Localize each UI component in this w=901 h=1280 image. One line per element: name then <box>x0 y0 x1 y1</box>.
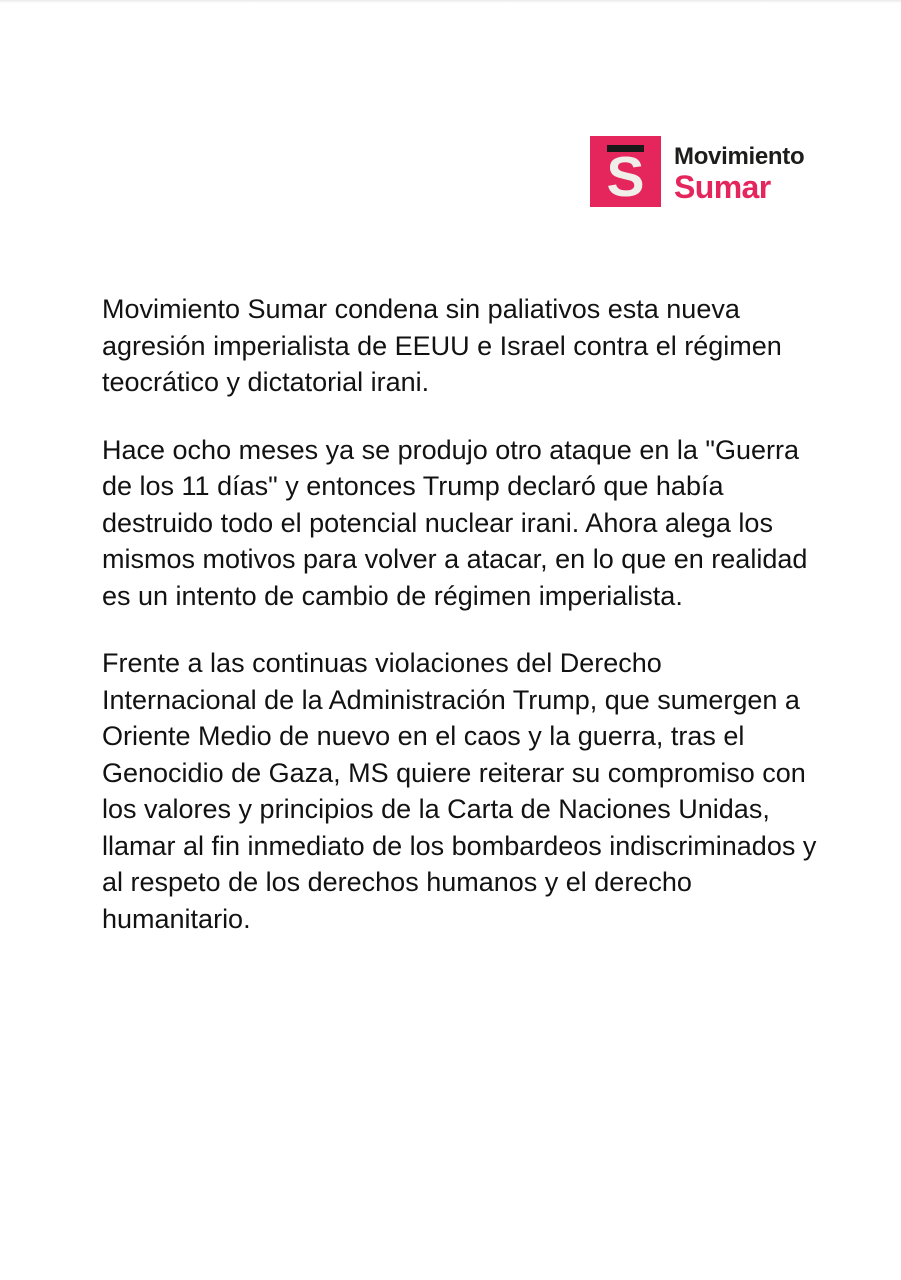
text-line: Genocidio de Gaza, MS quiere reiterar su compromiso con <box>102 757 806 788</box>
text-line: Movimiento Sumar condena sin paliativos esta nueva <box>102 294 740 324</box>
text-line: destruido todo el potencial nuclear irani. Ahora alega los <box>102 507 773 538</box>
paragraph-1 <box>102 291 842 401</box>
text-line: teocrático y dictatorial irani. <box>102 367 430 397</box>
logo-square-mark <box>590 136 661 207</box>
text-line: Frente a las continuas violaciones del Derecho <box>102 648 662 678</box>
document-body <box>102 291 842 968</box>
paragraph-3 <box>102 645 842 937</box>
text-line: llamar al fin inmediato de los bombardeos indiscriminados y <box>102 830 817 861</box>
logo-word-movimiento: Movimiento <box>674 143 805 170</box>
brand-logo <box>590 136 804 207</box>
text-line: humanitario. <box>102 903 251 934</box>
paragraph-2 <box>102 432 842 615</box>
text-line: al respeto de los derechos humanos y el derecho <box>102 867 692 897</box>
text-line: es un intento de cambio de régimen imperialista. <box>102 580 683 611</box>
text-line: Internacional de la Administración Trump, que sumergen a <box>102 684 800 715</box>
text-line: agresión imperialista de EEUU e Israel contra el régimen <box>102 330 782 361</box>
text-line: Oriente Medio de nuevo en el caos y la guerra, tras el <box>102 721 745 751</box>
text-line: mismos motivos para volver a atacar, en lo que en realidad <box>102 544 808 574</box>
text-line: los valores y principios de la Carta de Naciones Unidas, <box>102 794 770 824</box>
text-line: Hace ocho meses ya se produjo otro ataque en la "Guerra <box>102 434 799 465</box>
logo-s-letter: S <box>606 145 645 209</box>
text-line: de los 11 días" y entonces Trump declaró que había <box>102 471 724 501</box>
logo-word-sumar: Sumar <box>674 169 771 206</box>
logo-wordmark <box>674 136 805 206</box>
